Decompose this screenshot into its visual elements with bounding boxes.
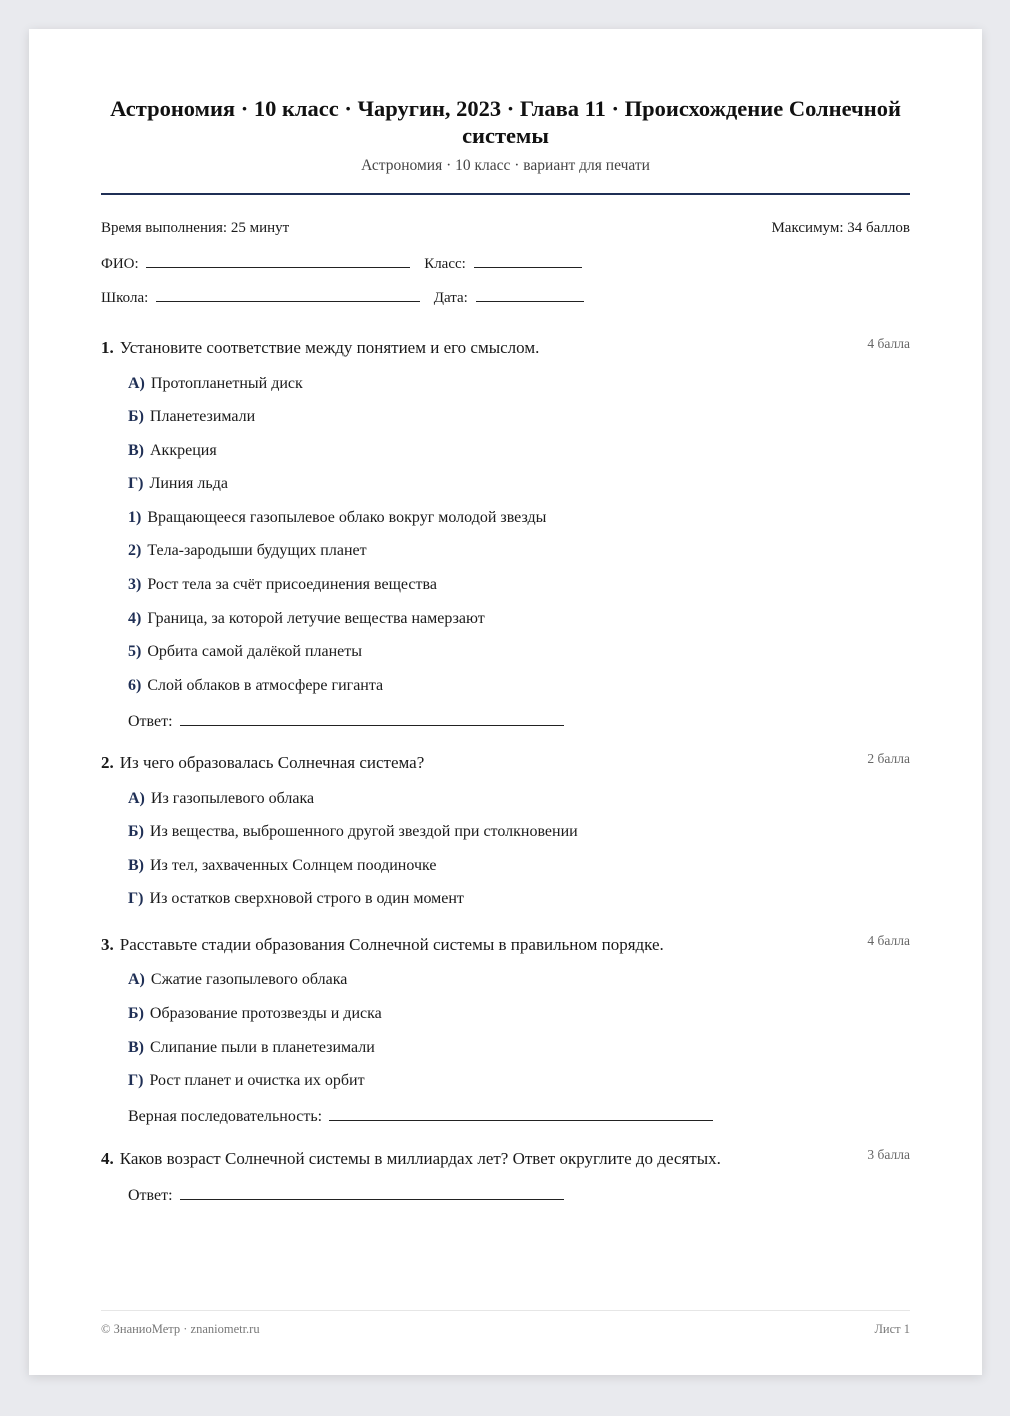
option-item — [128, 890, 464, 908]
option-text: Слипание пыли в планетезимали — [150, 1039, 375, 1056]
fio-label: ФИО: — [101, 256, 139, 272]
option-label: Г) — [128, 890, 144, 907]
option-item — [128, 857, 436, 875]
question-text: Из чего образовалась Солнечная система? — [119, 753, 425, 772]
option-label: А) — [128, 971, 145, 988]
answer-row — [128, 1106, 713, 1126]
question-2 — [101, 753, 910, 773]
option-item — [128, 1005, 382, 1023]
question-1 — [101, 338, 910, 358]
date-label: Дата: — [433, 290, 468, 306]
option-item — [128, 677, 383, 695]
question-points: 4 балла — [867, 336, 910, 351]
option-item — [128, 1072, 365, 1090]
option-item — [128, 442, 217, 460]
question-points: 2 балла — [867, 751, 910, 766]
option-text: Образование протозвезды и диска — [149, 1005, 382, 1022]
option-text: Граница, за которой летучие вещества намерзают — [147, 610, 485, 627]
option-text: Планетезимали — [149, 408, 256, 425]
option-text: Протопланетный диск — [150, 375, 303, 392]
footer-copyright: © ЗнаниоМетр · znaniometr.ru — [101, 1322, 260, 1336]
option-text: Из вещества, выброшенного другой звездой при столкновении — [149, 823, 578, 840]
time-limit: Время выполнения: 25 минут — [101, 220, 290, 236]
option-item — [128, 1039, 375, 1057]
option-item — [128, 475, 228, 493]
option-label: 1) — [128, 509, 142, 526]
option-label: А) — [128, 375, 145, 392]
option-text: Из остатков сверхновой строго в один момент — [149, 890, 464, 907]
question-number: 1. — [101, 338, 114, 357]
question-text: Каков возраст Солнечной системы в миллиардах лет? Ответ округлите до десятых. — [119, 1149, 721, 1168]
answer-field[interactable] — [180, 1185, 564, 1200]
option-label: 2) — [128, 542, 142, 559]
option-label: 4) — [128, 610, 142, 627]
question-points: 3 балла — [867, 1147, 910, 1162]
question-points: 4 балла — [867, 933, 910, 948]
option-item — [128, 408, 255, 426]
option-item — [128, 375, 303, 393]
option-label: А) — [128, 790, 145, 807]
option-text: Вращающееся газопылевое облако вокруг молодой звезды — [147, 509, 547, 526]
class-label: Класс: — [424, 256, 466, 272]
question-number: 3. — [101, 935, 114, 954]
title-divider — [101, 193, 910, 195]
option-text: Аккреция — [150, 442, 217, 459]
question-3 — [101, 935, 910, 955]
answer-row — [128, 1185, 564, 1205]
footer-sheet-number: Лист 1 — [874, 1322, 910, 1336]
question-4 — [101, 1149, 910, 1169]
question-number: 2. — [101, 753, 114, 772]
option-label: В) — [128, 1039, 144, 1056]
meta-row-time — [101, 220, 910, 237]
option-item — [128, 576, 437, 594]
page-content — [101, 29, 910, 1375]
page-title: Астрономия · 10 класс · Чаругин, 2023 · Глава 11 · Происхождение Солнечной системы — [110, 96, 901, 148]
option-label: Г) — [128, 475, 144, 492]
option-label: Б) — [128, 823, 144, 840]
answer-label: Ответ: — [128, 713, 173, 730]
option-item — [128, 790, 314, 808]
max-score: Максимум: 34 баллов — [771, 220, 910, 236]
option-label: Б) — [128, 1005, 144, 1022]
option-text: Тела-зародыши будущих планет — [147, 542, 367, 559]
option-text: Сжатие газопылевого облака — [150, 971, 348, 988]
option-item — [128, 509, 546, 527]
option-item — [128, 971, 347, 989]
answer-field[interactable] — [180, 711, 564, 726]
option-item — [128, 643, 362, 661]
option-item — [128, 823, 578, 841]
school-field[interactable] — [156, 287, 420, 302]
option-text: Орбита самой далёкой планеты — [147, 643, 363, 660]
option-item — [128, 542, 367, 560]
option-text: Линия льда — [149, 475, 228, 492]
meta-row-school — [101, 287, 910, 307]
option-item — [128, 610, 485, 628]
fio-field[interactable] — [146, 253, 410, 268]
answer-row — [128, 711, 564, 731]
meta-row-name — [101, 253, 910, 273]
option-label: 6) — [128, 677, 142, 694]
answer-field[interactable] — [329, 1106, 713, 1121]
option-label: 5) — [128, 643, 142, 660]
worksheet-page — [29, 29, 982, 1375]
option-label: Г) — [128, 1072, 144, 1089]
option-label: В) — [128, 857, 144, 874]
question-text: Расставьте стадии образования Солнечной системы в правильном порядке. — [119, 935, 664, 954]
option-text: Рост тела за счёт присоединения вещества — [147, 576, 437, 593]
question-number: 4. — [101, 1149, 114, 1168]
answer-label: Ответ: — [128, 1187, 173, 1204]
option-label: 3) — [128, 576, 142, 593]
footer-divider — [101, 1310, 910, 1311]
option-label: Б) — [128, 408, 144, 425]
page-subtitle: Астрономия · 10 класс · вариант для печати — [361, 157, 650, 174]
answer-label: Верная последовательность: — [128, 1108, 323, 1125]
option-text: Из газопылевого облака — [150, 790, 315, 807]
option-text: Из тел, захваченных Солнцем поодиночке — [150, 857, 437, 874]
date-field[interactable] — [476, 287, 584, 302]
option-text: Рост планет и очистка их орбит — [149, 1072, 365, 1089]
option-text: Слой облаков в атмосфере гиганта — [147, 677, 384, 694]
school-label: Школа: — [101, 290, 149, 306]
option-label: В) — [128, 442, 144, 459]
question-text: Установите соответствие между понятием и его смыслом. — [119, 338, 540, 357]
class-field[interactable] — [474, 253, 582, 268]
